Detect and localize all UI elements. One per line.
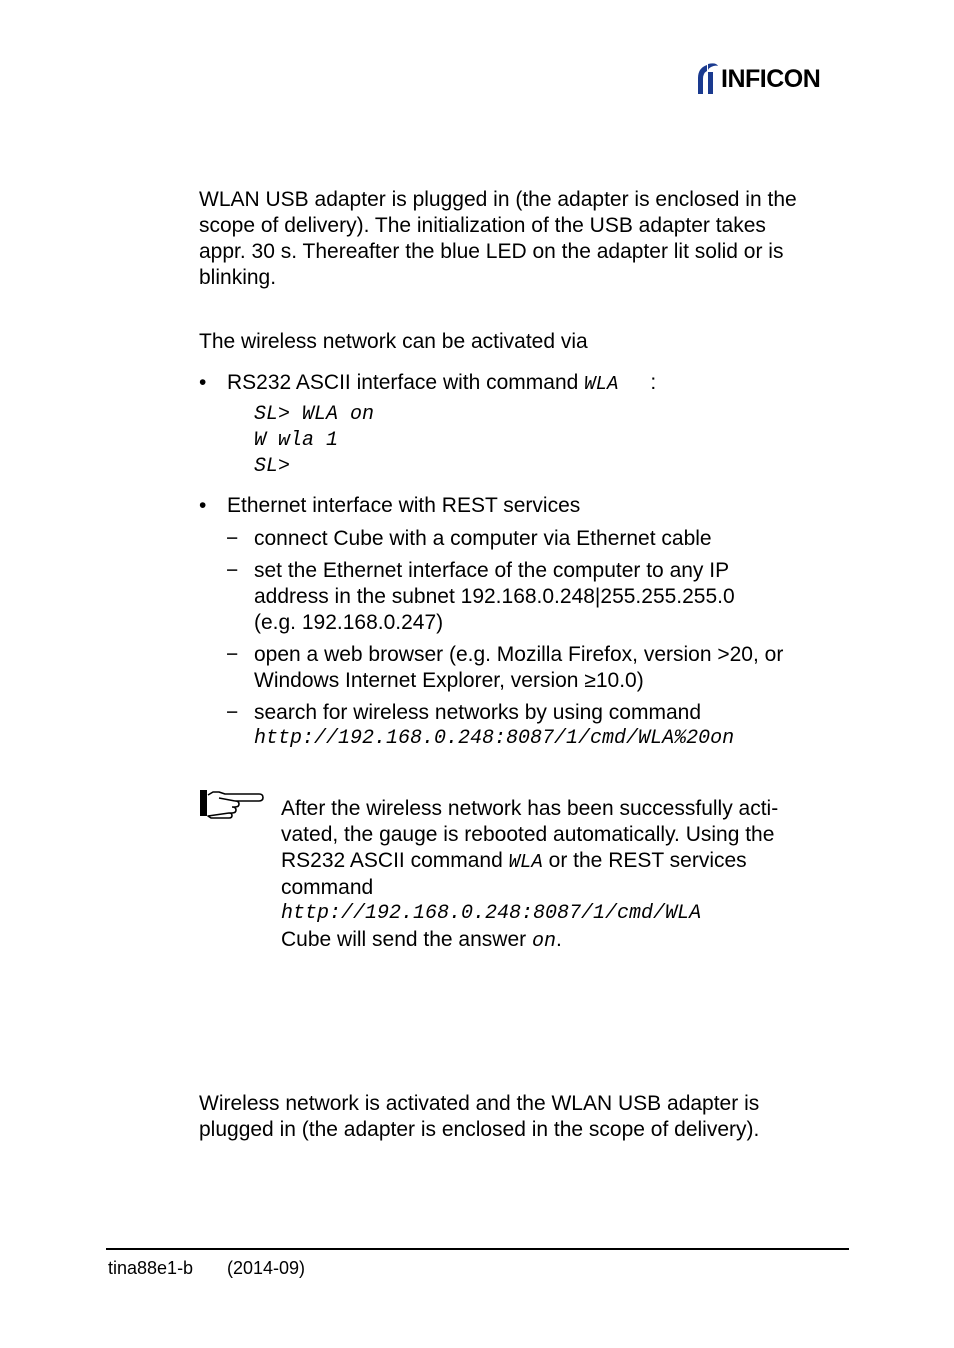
- code-line: SL> WLA on: [254, 403, 375, 426]
- dash-marker: −: [226, 559, 239, 582]
- precondition-paragraph: [199, 1091, 849, 1143]
- bullet-marker: •: [199, 371, 207, 394]
- intro-line: appr. 30 s. Thereafter the blue LED on the adapter lit solid or is: [199, 240, 784, 263]
- intro-paragraph: [199, 187, 849, 291]
- footer-divider: [106, 1248, 849, 1250]
- precondition-line: Wireless network is activated and the WLAN USB adapter is: [199, 1092, 760, 1115]
- dash-marker: −: [226, 701, 239, 724]
- inficon-logo: [694, 62, 820, 96]
- step-line: set the Ethernet interface of the computer to any IP: [254, 559, 730, 582]
- footer-date: (2014-09): [227, 1258, 306, 1278]
- precondition-line: plugged in (the adapter is enclosed in the scope of delivery).: [199, 1118, 760, 1141]
- note-line: Cube will send the answer on.: [281, 928, 562, 953]
- step-line: search for wireless networks by using command: [254, 701, 702, 724]
- command-wla: WLA: [508, 851, 543, 873]
- step-line: (e.g. 192.168.0.247): [254, 611, 444, 634]
- bullet-ethernet-text: Ethernet interface with REST services: [227, 494, 581, 517]
- intro-line: WLAN USB adapter is plugged in (the adapter is enclosed in the: [199, 188, 797, 211]
- note-line: vated, the gauge is rebooted automatically. Using the: [281, 823, 775, 846]
- intro-line: blinking.: [199, 266, 277, 289]
- activation-lead: The wireless network can be activated via: [199, 330, 588, 353]
- code-line: W wla 1: [254, 429, 339, 452]
- inficon-logo-mark-icon: [694, 62, 720, 96]
- note-line: command: [281, 876, 374, 899]
- rest-url-wla-on: http://192.168.0.248:8087/1/cmd/WLA%20on: [254, 727, 735, 750]
- note-line: After the wireless network has been successfully acti-: [281, 797, 779, 820]
- answer-on: on: [531, 930, 556, 953]
- pointing-hand-icon: [199, 789, 265, 819]
- note-line: RS232 ASCII command WLA or the REST services: [281, 849, 747, 873]
- code-line: SL>: [254, 455, 291, 478]
- bullet-rs232-text: RS232 ASCII interface with command WLA :: [227, 371, 657, 395]
- intro-line: scope of delivery). The initialization of the USB adapter takes: [199, 214, 766, 237]
- note-text: [281, 796, 841, 955]
- step-line: address in the subnet 192.168.0.248|255.255.255.0: [254, 585, 735, 608]
- step-line: Windows Internet Explorer, version ≥10.0): [254, 669, 644, 692]
- rs232-code-example: [254, 402, 374, 480]
- rest-url-wla: http://192.168.0.248:8087/1/cmd/WLA: [281, 902, 702, 925]
- brand-name: INFICON: [721, 65, 821, 93]
- step-line: open a web browser (e.g. Mozilla Firefox, version >20, or: [254, 643, 784, 666]
- footer-doc-id: tina88e1-b: [108, 1258, 194, 1278]
- command-wla: WLA: [584, 373, 619, 395]
- dash-marker: −: [226, 527, 239, 550]
- dash-marker: −: [226, 643, 239, 666]
- bullet-colon: :: [650, 371, 657, 394]
- bullet-marker: •: [199, 494, 207, 517]
- step-line: connect Cube with a computer via Ethernet cable: [254, 527, 712, 550]
